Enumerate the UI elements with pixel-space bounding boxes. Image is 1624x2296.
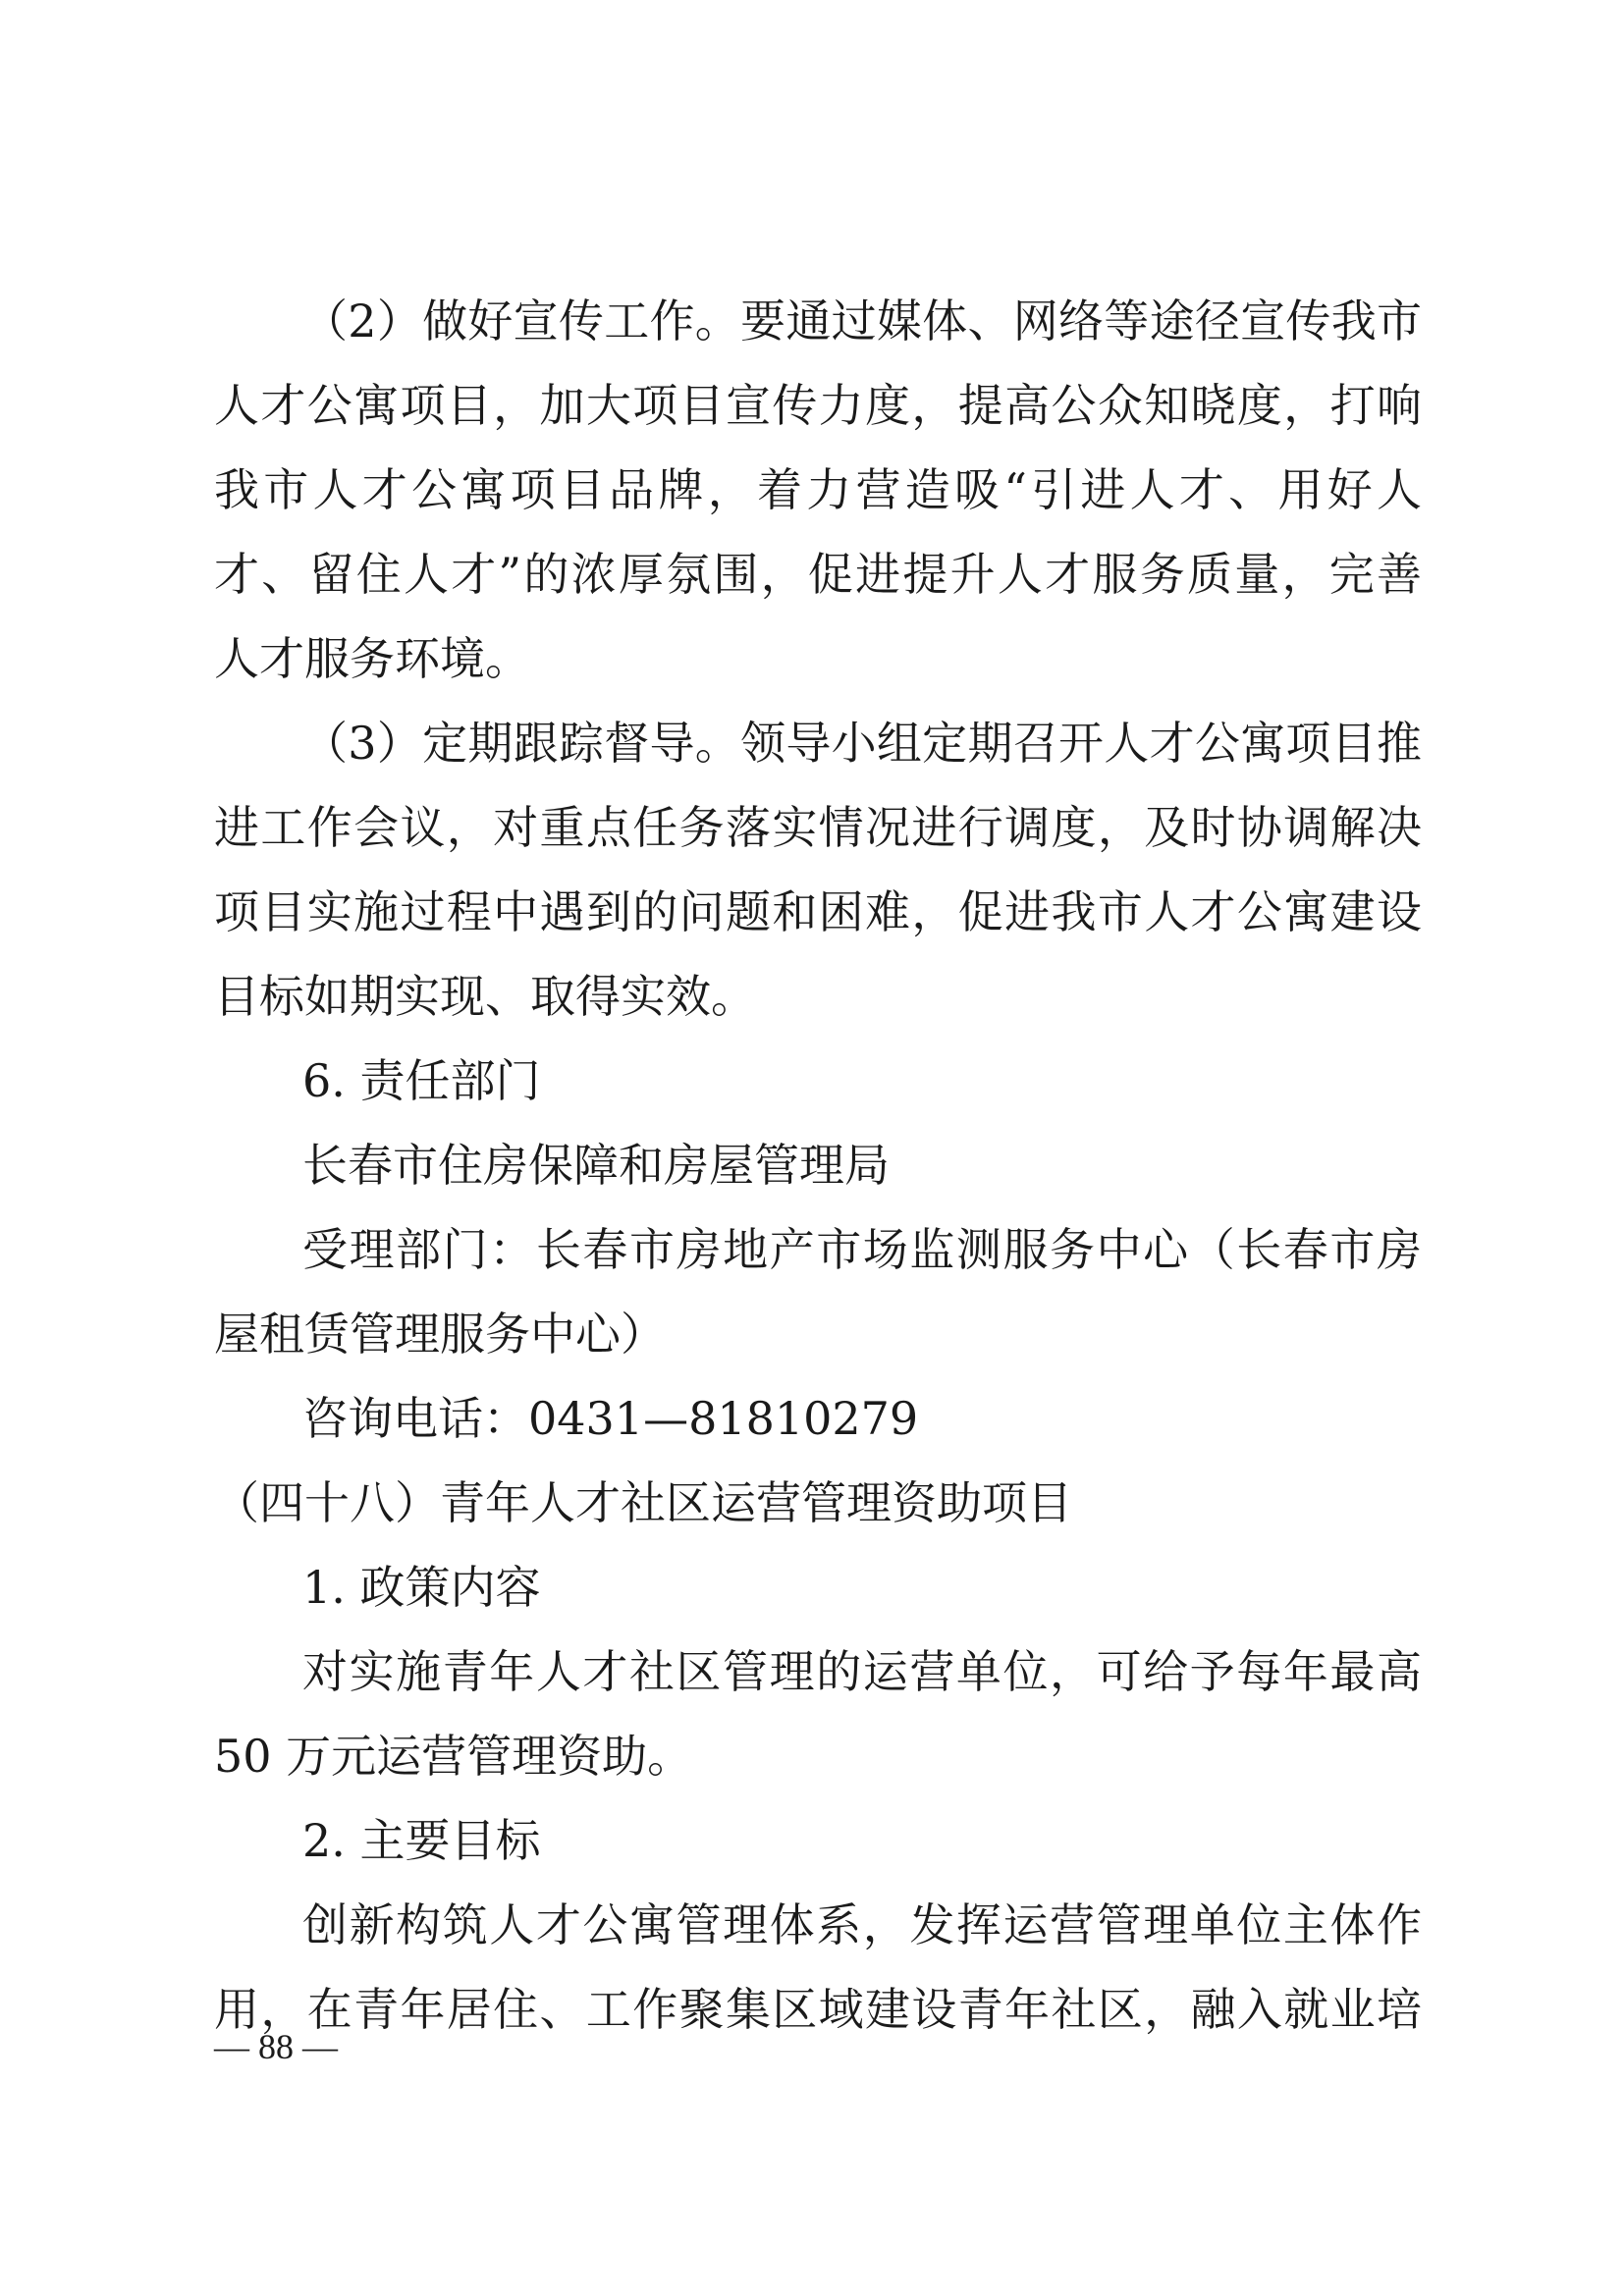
section-heading: 1. 政策内容 <box>302 1561 541 1614</box>
text-line: 用，在青年居住、工作聚集区域建设青年社区，融入就业培 <box>214 1983 1422 2036</box>
text-line: 50 万元运营管理资助。 <box>214 1730 693 1783</box>
text-line: 受理部门：长春市房地产市场监测服务中心（长春市房 <box>302 1223 1422 1276</box>
text-line: 人才服务环境。 <box>214 632 530 685</box>
text-line: 人才公寓项目，加大项目宣传力度，提高公众知晓度，打响 <box>214 379 1422 432</box>
text-line: 我市人才公寓项目品牌，着力营造吸“引进人才、用好人 <box>214 463 1422 516</box>
section-heading: 2. 主要目标 <box>302 1814 541 1867</box>
text-line: 对实施青年人才社区管理的运营单位，可给予每年最高 <box>302 1645 1422 1698</box>
text-line: 进工作会议，对重点任务落实情况进行调度，及时协调解决 <box>214 801 1422 854</box>
page-number: — 88 — <box>214 2027 338 2066</box>
item-heading: （四十八）青年人才社区运营管理资助项目 <box>214 1476 1072 1529</box>
text-line: 屋租赁管理服务中心） <box>214 1308 666 1361</box>
text-line: 目标如期实现、取得实效。 <box>214 970 756 1023</box>
text-line: （3）定期跟踪督导。领导小组定期召开人才公寓项目推 <box>302 717 1422 770</box>
section-heading: 6. 责任部门 <box>302 1054 541 1107</box>
text-line: （2）做好宣传工作。要通过媒体、网络等途径宣传我市 <box>302 294 1422 347</box>
text-line: 创新构筑人才公寓管理体系，发挥运营管理单位主体作 <box>302 1898 1422 1951</box>
contact-phone: 咨询电话：0431—81810279 <box>302 1392 919 1445</box>
text-line: 项目实施过程中遇到的问题和困难，促进我市人才公寓建设 <box>214 885 1422 938</box>
text-line: 才、留住人才”的浓厚氛围，促进提升人才服务质量，完善 <box>214 548 1422 601</box>
text-line: 长春市住房保障和房屋管理局 <box>302 1139 890 1192</box>
